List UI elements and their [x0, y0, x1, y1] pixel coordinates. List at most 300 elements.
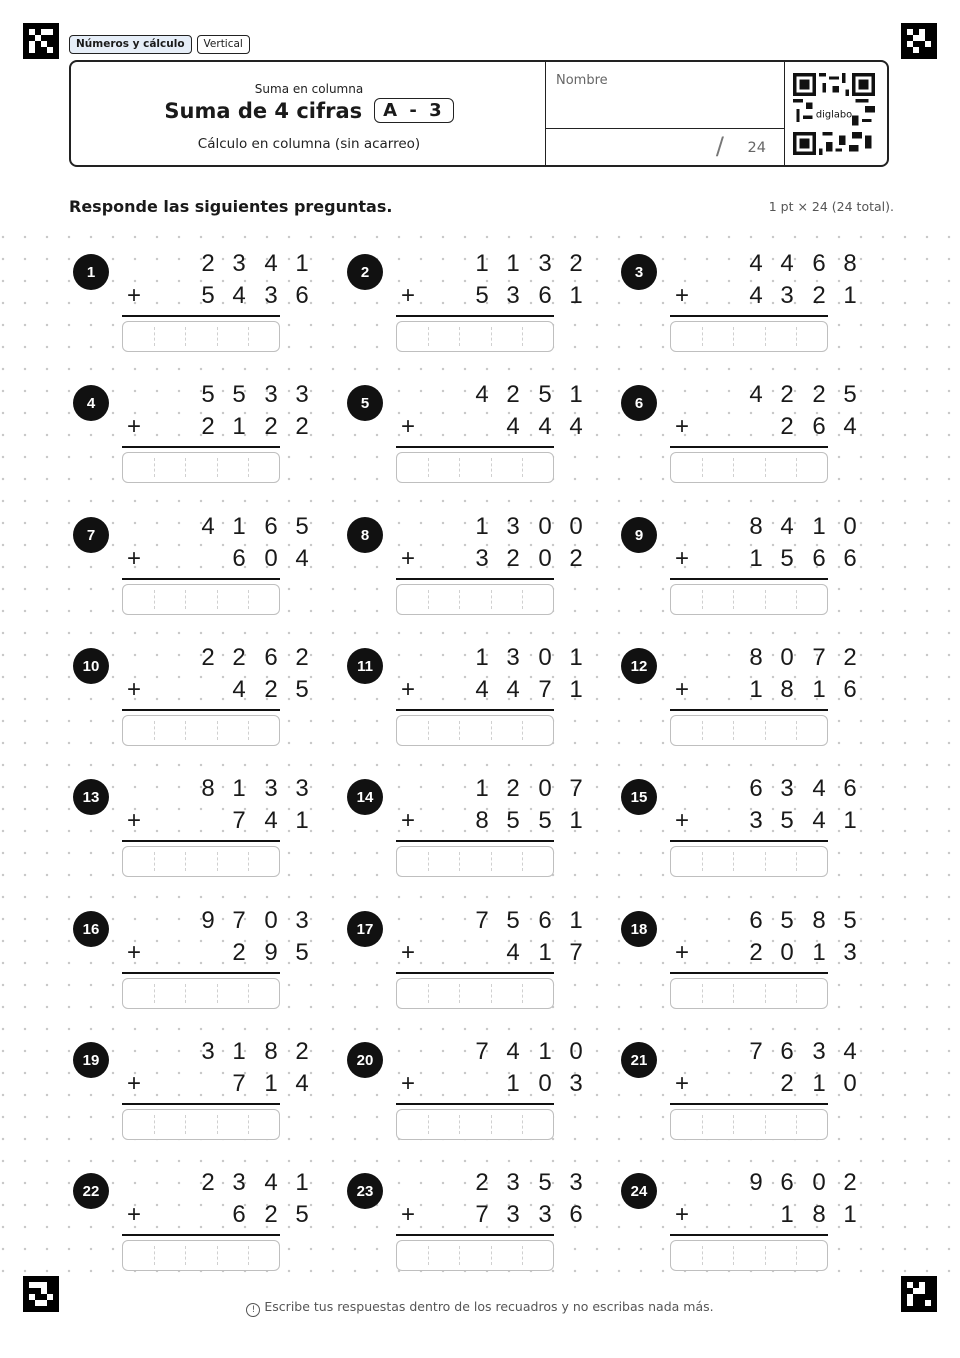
- addend-bottom-digit: 9: [264, 939, 278, 966]
- answer-digit-divider: [733, 327, 734, 346]
- answer-digit-divider: [248, 1115, 249, 1134]
- problem-19: [73, 1037, 309, 1145]
- addend-top-digit: 5: [780, 907, 794, 934]
- plus-sign: +: [127, 545, 142, 572]
- answer-digit-divider: [491, 1115, 492, 1134]
- addend-top-digit: 3: [201, 1038, 215, 1065]
- answer-digit-divider: [796, 1115, 797, 1134]
- problem-number: 21: [621, 1042, 657, 1078]
- addend-bottom-digit: 4: [538, 413, 552, 440]
- plus-sign: +: [127, 807, 142, 834]
- answer-box[interactable]: [670, 1240, 828, 1271]
- answer-box[interactable]: [670, 715, 828, 746]
- addend-bottom-digit: 6: [812, 413, 826, 440]
- answer-digit-divider: [185, 458, 186, 477]
- addend-top-digit: 5: [843, 907, 857, 934]
- addend-top-digit: 2: [201, 644, 215, 671]
- answer-digit-divider: [522, 327, 523, 346]
- addend-bottom-digit: 4: [506, 413, 520, 440]
- answer-digit-divider: [702, 852, 703, 871]
- problem-number: 20: [347, 1042, 383, 1078]
- addend-bottom-digit: 6: [295, 282, 309, 309]
- answer-digit-divider: [217, 327, 218, 346]
- answer-digit-divider: [154, 1115, 155, 1134]
- sum-rule: [670, 709, 828, 711]
- addend-top-digit: 9: [749, 1169, 763, 1196]
- addend-top-digit: 1: [232, 513, 246, 540]
- plus-sign: +: [675, 807, 690, 834]
- problem-number: 22: [73, 1173, 109, 1209]
- addend-bottom-digit: 4: [264, 807, 278, 834]
- addend-top-digit: 8: [201, 775, 215, 802]
- answer-digit-divider: [765, 1115, 766, 1134]
- answer-digit-divider: [428, 721, 429, 740]
- addend-top-digit: 0: [812, 1169, 826, 1196]
- answer-digit-divider: [796, 458, 797, 477]
- answer-digit-divider: [733, 852, 734, 871]
- answer-digit-divider: [796, 1246, 797, 1265]
- worksheet-title: Suma de 4 cifras: [164, 98, 363, 123]
- plus-sign: +: [401, 1070, 416, 1097]
- answer-digit-divider: [522, 721, 523, 740]
- answer-digit-divider: [765, 1246, 766, 1265]
- answer-digit-divider: [459, 721, 460, 740]
- addend-top-digit: 6: [780, 1038, 794, 1065]
- answer-digit-divider: [522, 458, 523, 477]
- answer-box[interactable]: [122, 715, 280, 746]
- problem-9: [621, 512, 857, 620]
- addend-bottom-digit: 6: [843, 676, 857, 703]
- problem-8: [347, 512, 583, 620]
- addend-top-digit: 0: [538, 775, 552, 802]
- addend-top-digit: 6: [780, 1169, 794, 1196]
- answer-box[interactable]: [670, 321, 828, 352]
- addend-top-digit: 1: [475, 250, 489, 277]
- addend-bottom-digit: 2: [780, 413, 794, 440]
- answer-digit-divider: [491, 327, 492, 346]
- addend-bottom-digit: 0: [264, 545, 278, 572]
- problem-15: [621, 774, 857, 882]
- answer-digit-divider: [428, 852, 429, 871]
- addend-top-digit: 4: [475, 381, 489, 408]
- addend-top-digit: 1: [295, 1169, 309, 1196]
- answer-digit-divider: [185, 327, 186, 346]
- plus-sign: +: [127, 282, 142, 309]
- problem-number: 7: [73, 517, 109, 553]
- title-block: [71, 62, 547, 165]
- addend-bottom-digit: 4: [749, 282, 763, 309]
- sum-rule: [396, 446, 554, 448]
- addend-top-digit: 5: [843, 381, 857, 408]
- addend-bottom-digit: 6: [232, 545, 246, 572]
- addend-top-digit: 5: [232, 381, 246, 408]
- sum-rule: [396, 578, 554, 580]
- addend-bottom-digit: 3: [843, 939, 857, 966]
- addend-bottom-digit: 3: [780, 282, 794, 309]
- addend-top-digit: 0: [780, 644, 794, 671]
- addend-bottom-digit: 2: [749, 939, 763, 966]
- answer-box[interactable]: [122, 978, 280, 1009]
- answer-digit-divider: [702, 1115, 703, 1134]
- sum-rule: [122, 709, 280, 711]
- answer-digit-divider: [459, 852, 460, 871]
- addend-top-digit: 1: [569, 907, 583, 934]
- answer-box[interactable]: [670, 978, 828, 1009]
- answer-digit-divider: [459, 984, 460, 1003]
- addend-bottom-digit: 0: [538, 545, 552, 572]
- name-label: Nombre: [556, 73, 608, 88]
- addend-top-digit: 0: [538, 644, 552, 671]
- sum-rule: [122, 1234, 280, 1236]
- addend-top-digit: 2: [201, 1169, 215, 1196]
- addend-bottom-digit: 3: [538, 1201, 552, 1228]
- answer-box[interactable]: [396, 584, 554, 615]
- problem-number: 18: [621, 911, 657, 947]
- addend-top-digit: 2: [569, 250, 583, 277]
- addend-bottom-digit: 5: [538, 807, 552, 834]
- answer-box[interactable]: [396, 321, 554, 352]
- answer-digit-divider: [491, 590, 492, 609]
- answer-digit-divider: [702, 1246, 703, 1265]
- corner-marker-top-left: [23, 23, 59, 59]
- addend-bottom-digit: 1: [812, 939, 826, 966]
- answer-digit-divider: [522, 1115, 523, 1134]
- addend-top-digit: 3: [264, 775, 278, 802]
- addend-bottom-digit: 1: [569, 282, 583, 309]
- answer-digit-divider: [248, 1246, 249, 1265]
- addend-top-digit: 6: [812, 250, 826, 277]
- problem-number: 14: [347, 779, 383, 815]
- addend-bottom-digit: 5: [201, 282, 215, 309]
- answer-box[interactable]: [122, 1109, 280, 1140]
- qr-code-icon: [793, 73, 875, 155]
- footer-text: Escribe tus respuestas dentro de los recuadros y no escribas nada más.: [264, 1299, 714, 1314]
- addend-bottom-digit: 8: [475, 807, 489, 834]
- addend-top-digit: 6: [749, 907, 763, 934]
- answer-box[interactable]: [122, 584, 280, 615]
- answer-box[interactable]: [670, 1109, 828, 1140]
- addend-top-digit: 1: [538, 1038, 552, 1065]
- problem-6: [621, 380, 857, 488]
- footer-note: [0, 1299, 960, 1317]
- sum-rule: [396, 972, 554, 974]
- addend-bottom-digit: 4: [569, 413, 583, 440]
- addend-bottom-digit: 0: [538, 1070, 552, 1097]
- addend-top-digit: 7: [475, 907, 489, 934]
- addend-top-digit: 3: [812, 1038, 826, 1065]
- answer-digit-divider: [217, 458, 218, 477]
- answer-digit-divider: [154, 721, 155, 740]
- answer-digit-divider: [765, 852, 766, 871]
- addend-bottom-digit: 7: [538, 676, 552, 703]
- addend-bottom-digit: 4: [812, 807, 826, 834]
- addend-bottom-digit: 6: [843, 545, 857, 572]
- answer-digit-divider: [796, 327, 797, 346]
- answer-box[interactable]: [670, 846, 828, 877]
- addend-top-digit: 5: [506, 907, 520, 934]
- addend-top-digit: 0: [264, 907, 278, 934]
- problem-14: [347, 774, 583, 882]
- sum-rule: [670, 1234, 828, 1236]
- category-tags: [69, 35, 250, 54]
- answer-box[interactable]: [396, 715, 554, 746]
- plus-sign: +: [401, 413, 416, 440]
- addend-bottom-digit: 1: [749, 676, 763, 703]
- addend-bottom-digit: 2: [780, 1070, 794, 1097]
- addend-bottom-digit: 1: [843, 1201, 857, 1228]
- addend-bottom-digit: 5: [780, 545, 794, 572]
- addend-top-digit: 6: [538, 907, 552, 934]
- points-info: 1 pt × 24 (24 total).: [768, 199, 894, 214]
- sum-rule: [396, 1234, 554, 1236]
- answer-digit-divider: [185, 1246, 186, 1265]
- addend-bottom-digit: 1: [749, 545, 763, 572]
- problem-13: [73, 774, 309, 882]
- instructions: Responde las siguientes preguntas.: [69, 197, 393, 216]
- addend-top-digit: 2: [843, 1169, 857, 1196]
- answer-digit-divider: [459, 458, 460, 477]
- answer-box[interactable]: [122, 321, 280, 352]
- answer-box[interactable]: [122, 1240, 280, 1271]
- addend-bottom-digit: 5: [295, 1201, 309, 1228]
- addend-bottom-digit: 1: [843, 807, 857, 834]
- problem-number: 2: [347, 254, 383, 290]
- addend-top-digit: 3: [506, 1169, 520, 1196]
- worksheet-subtitle: Suma en columna: [254, 82, 364, 96]
- answer-box[interactable]: [396, 1109, 554, 1140]
- answer-digit-divider: [702, 984, 703, 1003]
- worksheet-description: Cálculo en columna (sin acarreo): [197, 136, 421, 152]
- answer-box[interactable]: [670, 584, 828, 615]
- plus-sign: +: [127, 939, 142, 966]
- plus-sign: +: [675, 413, 690, 440]
- addend-bottom-digit: 1: [780, 1201, 794, 1228]
- answer-box[interactable]: [396, 1240, 554, 1271]
- answer-box[interactable]: [122, 452, 280, 483]
- addend-top-digit: 5: [295, 513, 309, 540]
- addend-top-digit: 4: [749, 250, 763, 277]
- answer-digit-divider: [217, 852, 218, 871]
- addend-top-digit: 1: [506, 250, 520, 277]
- answer-digit-divider: [248, 721, 249, 740]
- addend-top-digit: 2: [295, 1038, 309, 1065]
- addend-top-digit: 3: [264, 381, 278, 408]
- answer-digit-divider: [459, 590, 460, 609]
- answer-digit-divider: [765, 458, 766, 477]
- plus-sign: +: [401, 939, 416, 966]
- corner-marker-top-right: [901, 23, 937, 59]
- info-circle-icon: !: [246, 1303, 260, 1317]
- addend-top-digit: 5: [538, 1169, 552, 1196]
- answer-digit-divider: [248, 590, 249, 609]
- addend-top-digit: 1: [569, 381, 583, 408]
- answer-digit-divider: [765, 984, 766, 1003]
- addend-top-digit: 5: [201, 381, 215, 408]
- addend-top-digit: 7: [812, 644, 826, 671]
- answer-digit-divider: [217, 1246, 218, 1265]
- addend-bottom-digit: 4: [295, 1070, 309, 1097]
- answer-digit-divider: [217, 721, 218, 740]
- problem-number: 13: [73, 779, 109, 815]
- addend-bottom-digit: 3: [749, 807, 763, 834]
- answer-digit-divider: [765, 590, 766, 609]
- addend-bottom-digit: 5: [475, 282, 489, 309]
- addend-top-digit: 3: [232, 250, 246, 277]
- answer-digit-divider: [522, 984, 523, 1003]
- plus-sign: +: [127, 413, 142, 440]
- addend-top-digit: 4: [812, 775, 826, 802]
- addend-bottom-digit: 2: [569, 545, 583, 572]
- addend-top-digit: 8: [749, 644, 763, 671]
- addend-top-digit: 2: [201, 250, 215, 277]
- answer-digit-divider: [522, 590, 523, 609]
- answer-digit-divider: [491, 984, 492, 1003]
- answer-box[interactable]: [122, 846, 280, 877]
- addend-top-digit: 8: [264, 1038, 278, 1065]
- answer-digit-divider: [154, 852, 155, 871]
- answer-digit-divider: [491, 721, 492, 740]
- answer-digit-divider: [491, 458, 492, 477]
- addend-top-digit: 6: [749, 775, 763, 802]
- answer-box[interactable]: [396, 452, 554, 483]
- addend-bottom-digit: 1: [232, 413, 246, 440]
- sum-rule: [670, 972, 828, 974]
- sum-rule: [122, 840, 280, 842]
- addend-top-digit: 4: [843, 1038, 857, 1065]
- answer-digit-divider: [154, 458, 155, 477]
- problem-12: [621, 643, 857, 751]
- plus-sign: +: [675, 1201, 690, 1228]
- addend-top-digit: 2: [843, 644, 857, 671]
- addend-bottom-digit: 2: [506, 545, 520, 572]
- problem-11: [347, 643, 583, 751]
- answer-digit-divider: [702, 721, 703, 740]
- plus-sign: +: [675, 1070, 690, 1097]
- sum-rule: [122, 1103, 280, 1105]
- problem-7: [73, 512, 309, 620]
- sum-rule: [122, 315, 280, 317]
- addend-top-digit: 4: [506, 1038, 520, 1065]
- problem-number: 8: [347, 517, 383, 553]
- addend-bottom-digit: 3: [506, 282, 520, 309]
- addend-bottom-digit: 1: [569, 807, 583, 834]
- addend-bottom-digit: 4: [843, 413, 857, 440]
- answer-box[interactable]: [670, 452, 828, 483]
- problem-number: 4: [73, 385, 109, 421]
- answer-digit-divider: [733, 1246, 734, 1265]
- answer-digit-divider: [428, 327, 429, 346]
- addend-top-digit: 8: [843, 250, 857, 277]
- answer-digit-divider: [185, 1115, 186, 1134]
- addend-bottom-digit: 3: [506, 1201, 520, 1228]
- tag-category: Números y cálculo: [69, 35, 192, 54]
- name-score-block: [545, 62, 785, 165]
- problem-number: 16: [73, 911, 109, 947]
- addend-bottom-digit: 0: [780, 939, 794, 966]
- addend-bottom-digit: 7: [475, 1201, 489, 1228]
- addend-top-digit: 2: [812, 381, 826, 408]
- answer-digit-divider: [796, 852, 797, 871]
- addend-bottom-digit: 4: [506, 939, 520, 966]
- addend-top-digit: 2: [506, 381, 520, 408]
- sum-rule: [396, 1103, 554, 1105]
- addend-bottom-digit: 6: [538, 282, 552, 309]
- answer-digit-divider: [154, 327, 155, 346]
- addend-bottom-digit: 2: [295, 413, 309, 440]
- score-total: 24: [747, 140, 766, 156]
- sum-rule: [122, 972, 280, 974]
- answer-digit-divider: [428, 1246, 429, 1265]
- problem-number: 24: [621, 1173, 657, 1209]
- addend-bottom-digit: 2: [264, 676, 278, 703]
- answer-digit-divider: [733, 984, 734, 1003]
- addend-top-digit: 4: [201, 513, 215, 540]
- problem-number: 15: [621, 779, 657, 815]
- answer-digit-divider: [733, 1115, 734, 1134]
- problem-number: 11: [347, 648, 383, 684]
- addend-bottom-digit: 6: [812, 545, 826, 572]
- addend-bottom-digit: 0: [843, 1070, 857, 1097]
- addend-top-digit: 4: [264, 1169, 278, 1196]
- problem-number: 17: [347, 911, 383, 947]
- addend-bottom-digit: 5: [780, 807, 794, 834]
- addend-top-digit: 2: [295, 644, 309, 671]
- answer-box[interactable]: [396, 978, 554, 1009]
- addend-top-digit: 3: [295, 775, 309, 802]
- addend-top-digit: 4: [264, 250, 278, 277]
- plus-sign: +: [675, 545, 690, 572]
- addend-top-digit: 8: [812, 907, 826, 934]
- addend-top-digit: 0: [569, 1038, 583, 1065]
- addend-top-digit: 4: [780, 250, 794, 277]
- problem-2: [347, 249, 583, 357]
- answer-digit-divider: [733, 458, 734, 477]
- name-divider: [546, 128, 784, 129]
- addend-top-digit: 1: [475, 513, 489, 540]
- addend-top-digit: 3: [295, 381, 309, 408]
- addend-top-digit: 0: [569, 513, 583, 540]
- addend-top-digit: 2: [780, 381, 794, 408]
- answer-digit-divider: [459, 1115, 460, 1134]
- problem-1: [73, 249, 309, 357]
- qr-label: diglabo: [815, 109, 853, 121]
- problem-number: 5: [347, 385, 383, 421]
- plus-sign: +: [127, 1070, 142, 1097]
- addend-bottom-digit: 1: [812, 1070, 826, 1097]
- problem-20: [347, 1037, 583, 1145]
- answer-digit-divider: [154, 984, 155, 1003]
- addend-bottom-digit: 6: [569, 1201, 583, 1228]
- addend-bottom-digit: 4: [232, 282, 246, 309]
- answer-digit-divider: [796, 590, 797, 609]
- sum-rule: [670, 315, 828, 317]
- addend-bottom-digit: 2: [264, 1201, 278, 1228]
- addend-top-digit: 7: [749, 1038, 763, 1065]
- addend-top-digit: 4: [780, 513, 794, 540]
- answer-digit-divider: [796, 984, 797, 1003]
- addend-bottom-digit: 7: [232, 807, 246, 834]
- plus-sign: +: [401, 545, 416, 572]
- answer-digit-divider: [702, 458, 703, 477]
- answer-box[interactable]: [396, 846, 554, 877]
- addend-bottom-digit: 2: [812, 282, 826, 309]
- addend-bottom-digit: 2: [232, 939, 246, 966]
- answer-digit-divider: [248, 852, 249, 871]
- problem-number: 12: [621, 648, 657, 684]
- addend-top-digit: 5: [538, 381, 552, 408]
- answer-digit-divider: [185, 590, 186, 609]
- answer-digit-divider: [765, 327, 766, 346]
